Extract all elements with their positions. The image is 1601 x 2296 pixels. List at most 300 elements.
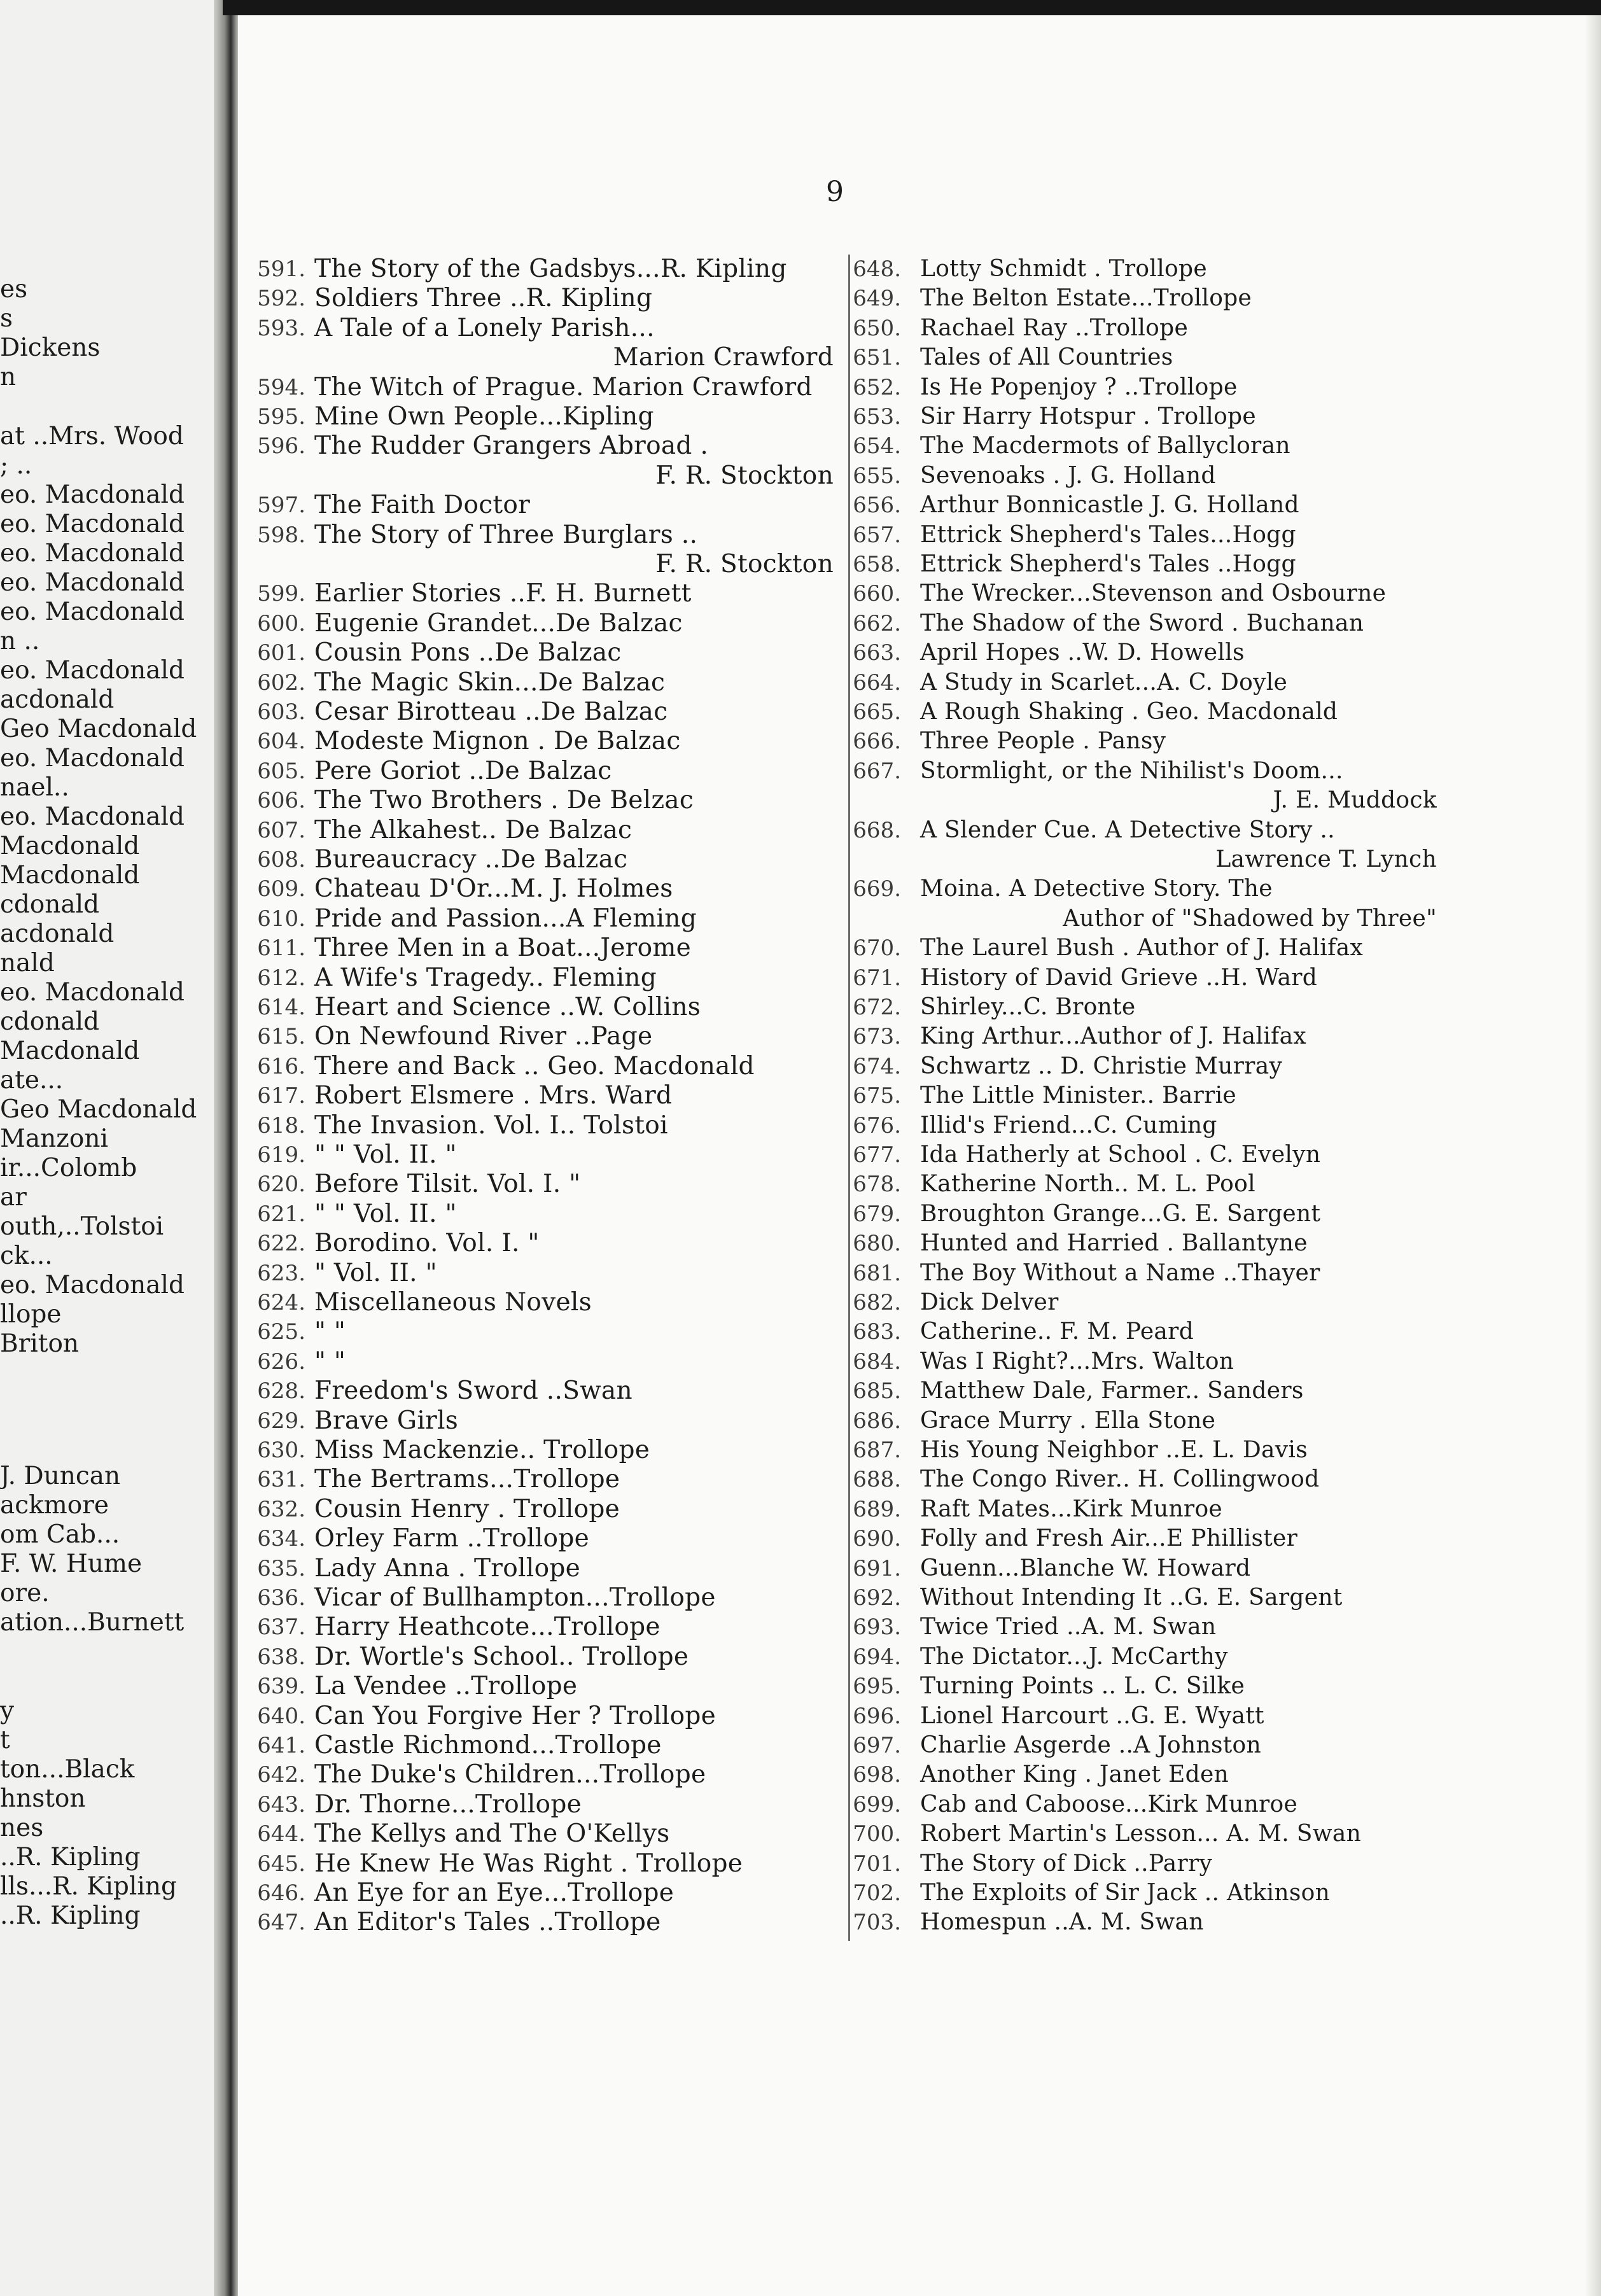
- entry-title: Lady Anna . Trollope: [314, 1554, 580, 1583]
- entry-title: Marion Crawford: [613, 343, 834, 372]
- entry-title: Pride and Passion...A Fleming: [314, 904, 697, 933]
- catalog-entry: [242, 786, 834, 815]
- entry-number: 657.: [853, 522, 901, 548]
- entry-number: 606.: [257, 788, 305, 813]
- left-page-line: lls...R. Kipling: [0, 1872, 177, 1901]
- entry-title: The Two Brothers . De Belzac: [314, 786, 694, 815]
- entry-title: Shirley...C. Bronte: [920, 994, 1136, 1020]
- entry-number: 591.: [257, 256, 305, 282]
- entry-title: A Wife's Tragedy.. Fleming: [314, 963, 657, 992]
- entry-title: Freedom's Sword ..Swan: [314, 1376, 633, 1405]
- entry-number: 696.: [853, 1704, 901, 1729]
- entry-title: Brave Girls: [314, 1406, 459, 1435]
- entry-title: Without Intending It ..G. E. Sargent: [920, 1585, 1343, 1611]
- entry-title: Pere Goriot ..De Balzac: [314, 757, 612, 785]
- entry-number: 623.: [257, 1261, 305, 1286]
- entry-title: " " Vol. II. ": [314, 1140, 457, 1169]
- entry-title: Modeste Mignon . De Balzac: [314, 727, 681, 755]
- left-page-fragment: [0, 0, 214, 2296]
- entry-number: 699.: [853, 1792, 901, 1817]
- entry-number: 610.: [257, 906, 305, 932]
- entry-number: 645.: [257, 1851, 305, 1877]
- entry-title: Illid's Friend...C. Cuming: [920, 1112, 1217, 1138]
- catalog-entry: [851, 1081, 1437, 1110]
- catalog-entry: [851, 1583, 1437, 1613]
- entry-title: The Rudder Grangers Abroad .: [314, 431, 709, 460]
- catalog-entry-continuation: [851, 786, 1437, 815]
- catalog-entry: [851, 1702, 1437, 1731]
- entry-number: 624.: [257, 1290, 305, 1315]
- entry-number: 641.: [257, 1733, 305, 1758]
- entry-number: 598.: [257, 522, 305, 548]
- left-page-line: ir...Colomb: [0, 1154, 137, 1182]
- catalog-entry: [242, 668, 834, 697]
- catalog-entry: [851, 609, 1437, 638]
- entry-number: 592.: [257, 286, 305, 311]
- entry-title: Mine Own People...Kipling: [314, 402, 654, 431]
- entry-title: Robert Elsmere . Mrs. Ward: [314, 1081, 673, 1110]
- entry-number: 658.: [853, 552, 901, 577]
- entry-title: The Macdermots of Ballycloran: [920, 433, 1290, 459]
- entry-number: 629.: [257, 1408, 305, 1434]
- entry-number: 609.: [257, 876, 305, 902]
- entry-number: 630.: [257, 1438, 305, 1463]
- left-page-line: eo. Macdonald: [0, 539, 185, 568]
- entry-number: 660.: [853, 581, 901, 606]
- catalog-entry: [851, 1465, 1437, 1494]
- entry-number: 698.: [853, 1762, 901, 1788]
- left-page-line: hnston: [0, 1784, 86, 1813]
- catalog-entry: [851, 1672, 1437, 1701]
- entry-title: The Dictator...J. McCarthy: [920, 1644, 1228, 1670]
- catalog-entry: [242, 1376, 834, 1406]
- left-page-line: Macdonald: [0, 832, 140, 860]
- catalog-entry: [851, 491, 1437, 520]
- catalog-entry: [242, 904, 834, 934]
- entry-title: Hunted and Harried . Ballantyne: [920, 1230, 1308, 1256]
- entry-number: 695.: [853, 1674, 901, 1699]
- catalog-entry: [851, 1731, 1437, 1760]
- entry-number: 656.: [853, 493, 901, 518]
- entry-number: 601.: [257, 640, 305, 666]
- entry-title: F. R. Stockton: [655, 461, 834, 490]
- entry-title: The Boy Without a Name ..Thayer: [920, 1260, 1320, 1286]
- entry-title: Charlie Asgerde ..A Johnston: [920, 1732, 1262, 1758]
- left-page-line: acdonald: [0, 920, 115, 948]
- entry-number: 603.: [257, 699, 305, 725]
- entry-number: 618.: [257, 1113, 305, 1138]
- left-page-line: eo. Macdonald: [0, 510, 185, 538]
- entry-number: 681.: [853, 1261, 901, 1286]
- entry-number: 686.: [853, 1408, 901, 1434]
- entry-number: 682.: [853, 1290, 901, 1315]
- catalog-entry: [242, 1406, 834, 1436]
- catalog-entry: [242, 697, 834, 727]
- catalog-entry: [851, 934, 1437, 963]
- catalog-entry: [242, 1347, 834, 1376]
- catalog-entry: [242, 1170, 834, 1199]
- entry-number: 597.: [257, 493, 305, 518]
- entry-title: The Story of Dick ..Parry: [920, 1851, 1213, 1877]
- entry-title: Katherine North.. M. L. Pool: [920, 1171, 1255, 1197]
- entry-number: 668.: [853, 818, 901, 843]
- catalog-entry: [851, 550, 1437, 579]
- entry-title: Lawrence T. Lynch: [1215, 846, 1437, 872]
- entry-title: Ettrick Shepherd's Tales ..Hogg: [920, 551, 1296, 577]
- entry-number: 595.: [257, 404, 305, 430]
- entry-number: 700.: [853, 1821, 901, 1847]
- entry-number: 644.: [257, 1821, 305, 1847]
- catalog-entry-continuation: [851, 845, 1437, 874]
- left-page-line: ton...Black: [0, 1755, 135, 1784]
- left-page-line: Geo Macdonald: [0, 715, 197, 743]
- entry-title: An Editor's Tales ..Trollope: [314, 1908, 661, 1936]
- entry-title: " Vol. II. ": [314, 1259, 437, 1287]
- entry-title: " ": [314, 1347, 346, 1376]
- catalog-entry: [851, 1317, 1437, 1347]
- column-divider: [848, 255, 850, 1941]
- entry-number: 611.: [257, 935, 305, 961]
- left-page-line: eo. Macdonald: [0, 568, 185, 597]
- entry-title: The Belton Estate...Trollope: [920, 285, 1252, 311]
- entry-number: 615.: [257, 1024, 305, 1049]
- catalog-entry: [242, 491, 834, 520]
- catalog-entry: [242, 1524, 834, 1553]
- entry-title: King Arthur...Author of J. Halifax: [920, 1023, 1307, 1049]
- catalog-entry: [851, 1052, 1437, 1081]
- entry-number: 599.: [257, 581, 305, 606]
- catalog-entry: [242, 1288, 834, 1317]
- catalog-entry: [851, 1347, 1437, 1376]
- entry-title: Grace Murry . Ella Stone: [920, 1408, 1216, 1434]
- catalog-entry: [242, 521, 834, 550]
- entry-number: 670.: [853, 935, 901, 961]
- catalog-entry: [851, 1495, 1437, 1524]
- catalog-entry: [242, 1879, 834, 1908]
- left-page-line: eo. Macdonald: [0, 656, 185, 685]
- entry-title: The Kellys and The O'Kellys: [314, 1819, 670, 1848]
- left-page-line: ackmore: [0, 1491, 109, 1520]
- entry-number: 628.: [257, 1378, 305, 1404]
- entry-title: Eugenie Grandet...De Balzac: [314, 609, 683, 638]
- book-spine: [214, 0, 238, 2296]
- entry-number: 675.: [853, 1083, 901, 1109]
- catalog-entry: [242, 1200, 834, 1229]
- entry-title: Heart and Science ..W. Collins: [314, 993, 701, 1021]
- entry-number: 600.: [257, 611, 305, 636]
- left-page-line: eo. Macdonald: [0, 802, 185, 831]
- entry-title: Robert Martin's Lesson... A. M. Swan: [920, 1821, 1362, 1847]
- entry-number: 604.: [257, 729, 305, 754]
- left-page-line: F. W. Hume: [0, 1550, 143, 1578]
- catalog-entry: [242, 1259, 834, 1288]
- left-page-line: llope: [0, 1300, 62, 1329]
- entry-number: 621.: [257, 1201, 305, 1227]
- entry-title: " ": [314, 1317, 346, 1346]
- entry-title: April Hopes ..W. D. Howells: [920, 640, 1245, 666]
- entry-title: Folly and Fresh Air...E Phillister: [920, 1525, 1298, 1551]
- catalog-entry: [851, 638, 1437, 668]
- entry-number: 602.: [257, 670, 305, 696]
- entry-number: 643.: [257, 1792, 305, 1817]
- entry-title: Dick Delver: [920, 1289, 1059, 1315]
- catalog-entry: [851, 521, 1437, 550]
- entry-title: Miss Mackenzie.. Trollope: [314, 1436, 650, 1464]
- catalog-entry: [242, 1583, 834, 1613]
- entry-number: 635.: [257, 1556, 305, 1581]
- entry-title: Arthur Bonnicastle J. G. Holland: [920, 492, 1299, 518]
- catalog-entry: [851, 1554, 1437, 1583]
- catalog-entry: [851, 1819, 1437, 1849]
- entry-title: The Story of the Gadsbys...R. Kipling: [314, 255, 787, 283]
- catalog-entry: [242, 1436, 834, 1465]
- catalog-entry: [242, 757, 834, 786]
- entry-title: Dr. Thorne...Trollope: [314, 1790, 582, 1819]
- entry-title: His Young Neighbor ..E. L. Davis: [920, 1437, 1308, 1463]
- entry-title: The Congo River.. H. Collingwood: [920, 1466, 1320, 1492]
- entry-number: 691.: [853, 1556, 901, 1581]
- catalog-entry: [242, 1790, 834, 1819]
- entry-title: Raft Mates...Kirk Munroe: [920, 1496, 1223, 1522]
- entry-title: The Faith Doctor: [314, 491, 531, 519]
- entry-number: 639.: [257, 1674, 305, 1699]
- entry-number: 594.: [257, 375, 305, 400]
- entry-title: The Shadow of the Sword . Buchanan: [920, 610, 1364, 636]
- entry-number: 619.: [257, 1142, 305, 1168]
- left-page-line: nael..: [0, 773, 69, 802]
- catalog-entry: [851, 1140, 1437, 1170]
- entry-number: 631.: [257, 1467, 305, 1492]
- entry-title: Broughton Grange...G. E. Sargent: [920, 1201, 1321, 1227]
- catalog-entry: [851, 1642, 1437, 1672]
- entry-number: 680.: [853, 1231, 901, 1256]
- entry-title: Stormlight, or the Nihilist's Doom...: [920, 758, 1343, 784]
- catalog-entry: [242, 1022, 834, 1051]
- entry-title: There and Back .. Geo. Macdonald: [314, 1052, 755, 1081]
- left-page-line: ..R. Kipling: [0, 1901, 141, 1930]
- entry-title: Soldiers Three ..R. Kipling: [314, 284, 653, 312]
- left-page-line: acdonald: [0, 685, 115, 714]
- left-page-line: eo. Macdonald: [0, 598, 185, 626]
- entry-title: Another King . Janet Eden: [920, 1761, 1229, 1788]
- left-page-line: s: [0, 304, 13, 333]
- left-page-line: Geo Macdonald: [0, 1095, 197, 1124]
- entry-title: A Slender Cue. A Detective Story ..: [920, 817, 1335, 843]
- entry-title: Dr. Wortle's School.. Trollope: [314, 1642, 689, 1671]
- left-page-line: ation...Burnett: [0, 1608, 185, 1637]
- left-page-line: J. Duncan: [0, 1462, 121, 1490]
- left-page-line: Manzoni: [0, 1124, 108, 1153]
- left-page-line: eo. Macdonald: [0, 1271, 185, 1299]
- entry-number: 648.: [853, 256, 901, 282]
- catalog-entry: [242, 402, 834, 431]
- scan-top-edge: [223, 0, 1601, 15]
- entry-title: J. E. Muddock: [1273, 787, 1437, 813]
- catalog-entry: [851, 1170, 1437, 1199]
- catalog-entry: [242, 1140, 834, 1170]
- entry-title: Castle Richmond...Trollope: [314, 1731, 662, 1760]
- left-page-line: ore.: [0, 1579, 50, 1607]
- entry-number: 607.: [257, 818, 305, 843]
- catalog-entry: [242, 934, 834, 963]
- left-page-line: y: [0, 1697, 15, 1725]
- entry-number: 647.: [257, 1910, 305, 1935]
- catalog-entry: [851, 727, 1437, 756]
- catalog-entry-continuation: [242, 550, 834, 579]
- entry-title: He Knew He Was Right . Trollope: [314, 1849, 743, 1878]
- entry-number: 692.: [853, 1585, 901, 1611]
- catalog-entry: [851, 668, 1437, 697]
- catalog-entry: [851, 697, 1437, 727]
- entry-title: Vicar of Bullhampton...Trollope: [314, 1583, 716, 1612]
- entry-number: 697.: [853, 1733, 901, 1758]
- catalog-entry: [851, 1908, 1437, 1937]
- entry-title: Matthew Dale, Farmer.. Sanders: [920, 1378, 1304, 1404]
- catalog-entry: [242, 579, 834, 608]
- entry-number: 703.: [853, 1910, 901, 1935]
- left-page-line: eo. Macdonald: [0, 480, 185, 509]
- entry-number: 694.: [853, 1644, 901, 1670]
- entry-number: 684.: [853, 1349, 901, 1375]
- left-page-line: cdonald: [0, 1007, 100, 1036]
- catalog-entry: [851, 1229, 1437, 1258]
- catalog-entry: [242, 1052, 834, 1081]
- entry-title: History of David Grieve ..H. Ward: [920, 965, 1318, 991]
- entry-title: Chateau D'Or...M. J. Holmes: [314, 874, 673, 903]
- entry-title: The Exploits of Sir Jack .. Atkinson: [920, 1880, 1331, 1906]
- entry-number: 650.: [853, 316, 901, 341]
- catalog-entry: [851, 1376, 1437, 1406]
- entry-title: A Study in Scarlet...A. C. Doyle: [920, 669, 1288, 696]
- left-page-line: n: [0, 363, 17, 391]
- entry-number: 666.: [853, 729, 901, 754]
- entry-title: Schwartz .. D. Christie Murray: [920, 1053, 1283, 1079]
- entry-title: Cousin Pons ..De Balzac: [314, 638, 622, 667]
- entry-title: Sevenoaks . J. G. Holland: [920, 463, 1216, 489]
- catalog-entry: [851, 757, 1437, 786]
- entry-title: The Wrecker...Stevenson and Osbourne: [920, 580, 1387, 606]
- entry-number: 688.: [853, 1467, 901, 1492]
- entry-title: Is He Popenjoy ? ..Trollope: [920, 374, 1238, 400]
- catalog-entry: [242, 1849, 834, 1879]
- entry-number: 679.: [853, 1201, 901, 1227]
- entry-title: Bureaucracy ..De Balzac: [314, 845, 628, 874]
- catalog-entry: [851, 1760, 1437, 1789]
- entry-number: 649.: [853, 286, 901, 311]
- left-page-line: t: [0, 1726, 10, 1754]
- entry-title: Tales of All Countries: [920, 344, 1173, 370]
- entry-title: Lotty Schmidt . Trollope: [920, 256, 1207, 282]
- entry-number: 652.: [853, 375, 901, 400]
- left-page-line: om Cab...: [0, 1520, 120, 1549]
- entry-number: 614.: [257, 995, 305, 1020]
- entry-title: Three Men in a Boat...Jerome: [314, 934, 692, 962]
- entry-title: Guenn...Blanche W. Howard: [920, 1555, 1251, 1581]
- entry-number: 677.: [853, 1142, 901, 1168]
- catalog-entry: [242, 1642, 834, 1672]
- left-page-line: cdonald: [0, 890, 100, 919]
- catalog-entry: [851, 1879, 1437, 1908]
- entry-number: 655.: [853, 463, 901, 489]
- entry-title: La Vendee ..Trollope: [314, 1672, 578, 1700]
- left-page-line: eo. Macdonald: [0, 744, 185, 773]
- entry-number: 605.: [257, 759, 305, 784]
- entry-title: The Alkahest.. De Balzac: [314, 816, 633, 844]
- entry-title: The Witch of Prague. Marion Crawford: [314, 373, 813, 402]
- entry-number: 638.: [257, 1644, 305, 1670]
- entry-number: 685.: [853, 1378, 901, 1404]
- entry-title: Before Tilsit. Vol. I. ": [314, 1170, 581, 1198]
- entry-title: The Magic Skin...De Balzac: [314, 668, 666, 697]
- catalog-entry: [851, 963, 1437, 993]
- catalog-entry: [242, 1465, 834, 1494]
- entry-number: 653.: [853, 404, 901, 430]
- entry-number: 625.: [257, 1319, 305, 1345]
- entry-title: Can You Forgive Her ? Trollope: [314, 1702, 717, 1730]
- catalog-entry: [242, 1819, 834, 1849]
- entry-number: 683.: [853, 1319, 901, 1345]
- entry-number: 637.: [257, 1614, 305, 1640]
- catalog-entry: [242, 638, 834, 668]
- catalog-entry: [851, 402, 1437, 431]
- left-page-line: ..R. Kipling: [0, 1843, 141, 1872]
- catalog-entry: [851, 579, 1437, 608]
- entry-title: F. R. Stockton: [655, 550, 834, 578]
- catalog-entry: [851, 816, 1437, 845]
- entry-title: The Story of Three Burglars ..: [314, 521, 698, 549]
- entry-number: 690.: [853, 1526, 901, 1551]
- entry-title: " " Vol. II. ": [314, 1200, 457, 1228]
- entry-number: 689.: [853, 1497, 901, 1522]
- entry-title: A Rough Shaking . Geo. Macdonald: [920, 699, 1338, 725]
- entry-number: 596.: [257, 433, 305, 459]
- left-page-line: nes: [0, 1814, 44, 1842]
- entry-title: Ida Hatherly at School . C. Evelyn: [920, 1142, 1321, 1168]
- catalog-entry: [851, 1022, 1437, 1051]
- catalog-entry: [242, 845, 834, 874]
- left-page-line: Macdonald: [0, 1037, 140, 1065]
- catalog-entry: [242, 1229, 834, 1258]
- page-edge-shadow: [1584, 15, 1601, 2296]
- entry-title: Author of "Shadowed by Three": [1063, 906, 1437, 932]
- catalog-entry: [851, 1613, 1437, 1642]
- left-page-line: ; ..: [0, 451, 32, 480]
- entry-title: Was I Right?...Mrs. Walton: [920, 1348, 1234, 1375]
- entry-number: 651.: [853, 345, 901, 370]
- entry-number: 634.: [257, 1526, 305, 1551]
- entry-number: 654.: [853, 433, 901, 459]
- catalog-entry: [851, 373, 1437, 402]
- entry-title: Ettrick Shepherd's Tales...Hogg: [920, 522, 1296, 548]
- catalog-entry: [851, 461, 1437, 491]
- catalog-entry: [242, 816, 834, 845]
- catalog-entry: [851, 1436, 1437, 1465]
- catalog-entry: [242, 1495, 834, 1524]
- entry-title: Cousin Henry . Trollope: [314, 1495, 620, 1523]
- catalog-entry: [242, 1760, 834, 1789]
- entry-title: Lionel Harcourt ..G. E. Wyatt: [920, 1703, 1264, 1729]
- entry-number: 646.: [257, 1880, 305, 1906]
- catalog-entry: [851, 1111, 1437, 1140]
- entry-number: 687.: [853, 1438, 901, 1463]
- entry-number: 665.: [853, 699, 901, 725]
- entry-title: Cesar Birotteau ..De Balzac: [314, 697, 668, 726]
- entry-title: Rachael Ray ..Trollope: [920, 315, 1189, 341]
- catalog-entry: [242, 1908, 834, 1937]
- catalog-entry: [242, 727, 834, 756]
- entry-title: The Invasion. Vol. I.. Tolstoi: [314, 1111, 668, 1140]
- catalog-entry: [851, 1259, 1437, 1288]
